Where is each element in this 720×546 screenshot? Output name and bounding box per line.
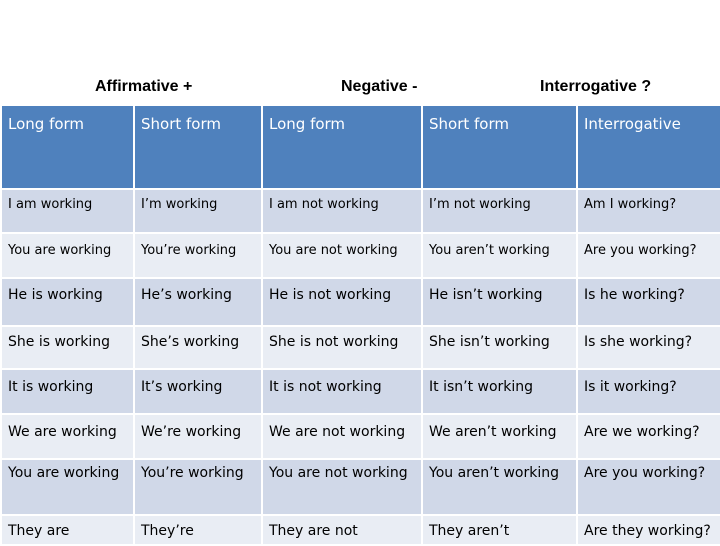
table-cell: Is she working? xyxy=(577,326,720,369)
table-cell: He isn’t working xyxy=(422,278,577,326)
table-row xyxy=(1,414,720,459)
table-row xyxy=(1,326,720,369)
table-cell: We aren’t working xyxy=(422,414,577,459)
table-cell: She isn’t working xyxy=(422,326,577,369)
header-short-form-negative: Short form xyxy=(422,105,577,189)
table-cell: You aren’t working xyxy=(422,233,577,278)
table-cell: Are we working? xyxy=(577,414,720,459)
table-cell: He’s working xyxy=(134,278,262,326)
table-cell: We are not working xyxy=(262,414,422,459)
table-cell: I am not working xyxy=(262,189,422,233)
header-short-form-affirmative: Short form xyxy=(134,105,262,189)
table-cell: You aren’t working xyxy=(422,459,577,515)
table-row xyxy=(1,189,720,233)
table-cell: I’m not working xyxy=(422,189,577,233)
table-cell: He is not working xyxy=(262,278,422,326)
table-cell: You’re working xyxy=(134,233,262,278)
table-cell: We’re working xyxy=(134,414,262,459)
table-cell: He is working xyxy=(1,278,134,326)
affirmative-heading: Affirmative + xyxy=(95,78,193,95)
table-cell: You’re working xyxy=(134,459,262,515)
table-cell: They are not xyxy=(262,515,422,545)
negative-heading: Negative - xyxy=(341,78,418,95)
table-cell: Am I working? xyxy=(577,189,720,233)
table-cell: She is working xyxy=(1,326,134,369)
table-cell: You are not working xyxy=(262,459,422,515)
table-cell: They’re xyxy=(134,515,262,545)
table-cell: Is it working? xyxy=(577,369,720,414)
table-cell: We are working xyxy=(1,414,134,459)
table-header-row xyxy=(1,105,720,189)
table-cell: I’m working xyxy=(134,189,262,233)
header-long-form-negative: Long form xyxy=(262,105,422,189)
table-cell: She’s working xyxy=(134,326,262,369)
header-interrogative: Interrogative xyxy=(577,105,720,189)
table-row xyxy=(1,278,720,326)
table-cell: It is not working xyxy=(262,369,422,414)
table-row xyxy=(1,369,720,414)
table-cell: Are you working? xyxy=(577,459,720,515)
table-cell: It isn’t working xyxy=(422,369,577,414)
table-cell: You are working xyxy=(1,233,134,278)
table-cell: Are you working? xyxy=(577,233,720,278)
table-cell: I am working xyxy=(1,189,134,233)
table-cell: It’s working xyxy=(134,369,262,414)
table-cell: They aren’t xyxy=(422,515,577,545)
present-continuous-table xyxy=(0,104,720,546)
header-long-form-affirmative: Long form xyxy=(1,105,134,189)
table-row xyxy=(1,459,720,515)
interrogative-heading: Interrogative ? xyxy=(540,78,652,95)
table-cell: You are working xyxy=(1,459,134,515)
table-cell: Is he working? xyxy=(577,278,720,326)
table-row xyxy=(1,515,720,545)
table-row xyxy=(1,233,720,278)
table-cell: Are they working? xyxy=(577,515,720,545)
table-cell: She is not working xyxy=(262,326,422,369)
table-cell: You are not working xyxy=(262,233,422,278)
table-cell: They are xyxy=(1,515,134,545)
table-cell: It is working xyxy=(1,369,134,414)
